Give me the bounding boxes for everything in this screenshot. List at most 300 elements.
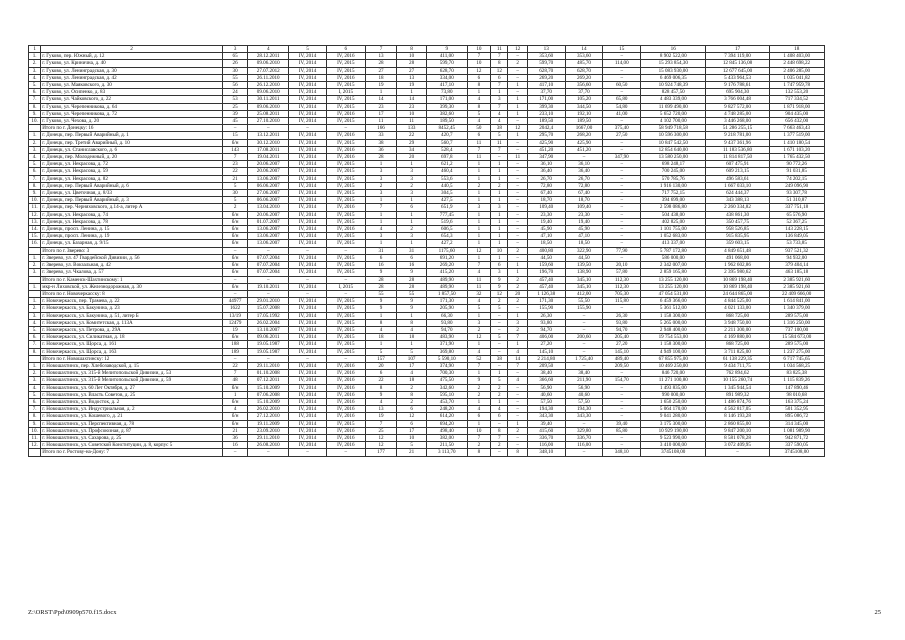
table-cell: 10.	[29, 118, 41, 125]
table-row	[29, 341, 881, 348]
table-cell: 9	[365, 391, 397, 398]
table-cell: 211,90	[565, 377, 603, 384]
table-cell: г. Донецк, пер. Третий Аварийный, д. 10	[41, 139, 223, 146]
table-cell: 47,10	[565, 233, 603, 240]
table-cell: 3	[491, 96, 508, 103]
table-cell: 138,90	[565, 269, 603, 276]
table-cell: 336,70	[565, 434, 603, 441]
table-cell: 3	[491, 204, 508, 211]
table-cell: 420,7	[426, 132, 467, 139]
table-cell: 1.	[29, 53, 41, 60]
table-cell: IV, 2016	[326, 413, 365, 420]
table-cell: г. Новошахтинск, ул. 60 Лет Октября, д. 27	[41, 384, 223, 391]
table-cell: IV, 2015	[326, 118, 365, 125]
table-cell: IV, 2015	[326, 420, 365, 427]
table-cell: 11 699 490,00	[641, 103, 706, 110]
table-cell: 8 146 193,28	[706, 413, 769, 420]
table-cell: 14	[397, 96, 427, 103]
table-cell: 1	[397, 312, 427, 319]
table-cell: 7	[222, 370, 248, 377]
table-cell: IV, 2015	[326, 269, 365, 276]
table-cell: 67 855 975,00	[641, 355, 706, 362]
table-cell: 295,70	[527, 132, 565, 139]
table-cell: 6	[491, 74, 508, 81]
table-row	[29, 298, 881, 305]
header-cell: 7	[365, 46, 397, 53]
table-cell: 26.08.2010	[248, 442, 289, 449]
table-cell: IV, 2016	[326, 427, 365, 434]
header-cell: 17	[706, 46, 769, 53]
table-cell: 1	[397, 218, 427, 225]
table-cell: 205,40	[603, 334, 641, 341]
table-cell: 116,00	[527, 442, 565, 449]
table-cell: 10.	[29, 197, 41, 204]
table-cell: 65	[222, 53, 248, 60]
table-cell: –	[508, 89, 527, 96]
table-cell: IV, 2016	[326, 226, 365, 233]
table-cell: IV, 2014	[289, 334, 327, 341]
table-cell: б/н	[222, 420, 248, 427]
registry-table-page	[28, 45, 881, 457]
table-cell: 57,80	[603, 269, 641, 276]
table-cell: г. Донецк, ул. Станиславского, д. 6	[41, 146, 223, 153]
table-cell: IV, 2014	[289, 384, 327, 391]
table-cell: 53	[222, 96, 248, 103]
table-cell: IV, 2014	[289, 269, 327, 276]
table-cell: 10 469 250,00	[641, 362, 706, 369]
table-cell: 528,4	[426, 146, 467, 153]
table-cell: 10 847 542,50	[641, 139, 706, 146]
table-cell: 4	[467, 269, 490, 276]
table-cell: 20	[365, 362, 397, 369]
table-cell: г. Новошахтинск, ул. 315-й Мелитопольской Дивизии, д. 59	[41, 377, 223, 384]
table-cell: 10 924 748,39	[641, 82, 706, 89]
table-cell: 3745108,00	[641, 449, 706, 456]
table-cell: 8 581 078,28	[706, 434, 769, 441]
table-cell: г. Новошахтинск, ул. Сахарова, д. 25	[41, 434, 223, 441]
spacer	[824, 413, 880, 420]
table-cell: –	[508, 226, 527, 233]
table-cell: IV, 2015	[326, 334, 365, 341]
table-cell: 9 437 361,96	[706, 139, 769, 146]
table-cell: 1.	[29, 254, 41, 261]
table-cell: 3 410 000,00	[641, 442, 706, 449]
spacer	[824, 96, 880, 103]
table-cell: 609 213,15	[706, 168, 769, 175]
table-row	[29, 384, 881, 391]
table-cell: 28	[365, 60, 397, 67]
table-cell: IV, 2015	[326, 262, 365, 269]
header-cell: 12	[508, 46, 527, 53]
table-cell: 09.06.2010	[248, 60, 289, 67]
table-row	[29, 398, 881, 405]
table-cell: 38,40	[527, 370, 565, 377]
table-cell: г. Новошахтинск, ул. 315-й Мелитопольской Дивизии, д. 53	[41, 370, 223, 377]
table-cell: г. Новочеркасск, пер. Трамева, д. 22	[41, 298, 223, 305]
table-cell: –	[603, 168, 641, 175]
table-cell: 11	[491, 139, 508, 146]
table-cell: 45,90	[565, 226, 603, 233]
table-cell: 19,40	[565, 218, 603, 225]
table-cell: 475,50	[426, 377, 467, 384]
table-cell: –	[326, 290, 365, 297]
table-cell: 2	[467, 391, 490, 398]
table-cell: 2 406 285,00	[769, 67, 824, 74]
table-cell: 6 469 006,35	[641, 74, 706, 81]
spacer	[824, 110, 880, 117]
spacer	[824, 391, 880, 398]
table-cell: г. Зверево, ул. 47 Гвардейской Дивизии, д. 56	[41, 254, 223, 261]
table-cell: б/н	[222, 226, 248, 233]
table-cell: 868 725,00	[706, 312, 769, 319]
table-row	[29, 82, 881, 89]
table-cell: 366,60	[527, 377, 565, 384]
table-cell: 74 202,15	[769, 175, 824, 182]
table-row	[29, 334, 881, 341]
header-cell: 16	[641, 46, 706, 53]
table-cell: 18,50	[565, 240, 603, 247]
table-cell: 417,10	[527, 82, 565, 89]
table-cell: IV, 2014	[289, 262, 327, 269]
table-cell: 85,80	[603, 427, 641, 434]
table-cell: 11	[467, 283, 490, 290]
subtotal-row	[29, 355, 881, 362]
table-cell: 628,70	[426, 67, 467, 74]
table-cell: –	[248, 449, 289, 456]
table-cell: 695 904,30	[706, 89, 769, 96]
table-cell: IV, 2014	[289, 434, 327, 441]
table-cell: 394 699,00	[641, 197, 706, 204]
table-cell: 7	[222, 154, 248, 161]
table-cell: –	[508, 218, 527, 225]
table-cell: 2.	[29, 262, 41, 269]
table-cell: 188	[222, 341, 248, 348]
table-cell: б/н	[222, 218, 248, 225]
table-cell: 453,70	[426, 398, 467, 405]
table-cell: 2	[467, 384, 490, 391]
table-cell: 56,90	[527, 384, 565, 391]
table-cell: г. Донецк, пер. Черняховского, д.14-а, литер А	[41, 204, 223, 211]
table-cell: 489,40	[603, 355, 641, 362]
table-cell: 2	[397, 182, 427, 189]
table-cell: 47 054 531,00	[641, 290, 706, 297]
table-cell: 22	[397, 132, 427, 139]
table-cell: 1 345 944,54	[706, 384, 769, 391]
table-cell: IV, 2015	[326, 326, 365, 333]
table-cell: 5	[365, 348, 397, 355]
table-cell: 12479	[222, 319, 248, 326]
table-cell: 20.06.2007	[248, 161, 289, 168]
table-cell: 1 081 989,90	[769, 427, 824, 434]
spacer	[824, 420, 880, 427]
table-cell: г. Донецк, просп. Ленина, д. 15	[41, 226, 223, 233]
table-cell: –	[326, 276, 365, 283]
table-cell: IV, 2014	[289, 341, 327, 348]
table-cell: 211,50	[426, 442, 467, 449]
table-cell: 27	[365, 67, 397, 74]
table-cell: IV, 2014	[289, 391, 327, 398]
spacer	[824, 218, 880, 225]
table-cell: 98 010,68	[769, 391, 824, 398]
table-cell: –	[603, 190, 641, 197]
table-cell	[29, 449, 41, 456]
table-cell: 700,30	[426, 370, 467, 377]
spacer	[824, 434, 880, 441]
table-cell: 10	[491, 247, 508, 254]
table-cell: 38	[491, 125, 508, 132]
table-cell: 1	[491, 190, 508, 197]
table-cell: 1 408 403,00	[769, 53, 824, 60]
table-cell: Итого по г. Новошахтинску: 12	[41, 355, 223, 362]
table-cell: 13.04.2010	[248, 204, 289, 211]
table-cell: 53 733,85	[769, 240, 824, 247]
table-cell: –	[326, 125, 365, 132]
table-cell: 200,60	[565, 334, 603, 341]
spacer	[824, 60, 880, 67]
table-cell: 347,90	[527, 154, 565, 161]
table-cell: 13	[365, 406, 397, 413]
table-cell: 16	[365, 262, 397, 269]
table-cell: г. Гуково, ул. Черепенникова, д. 64	[41, 103, 223, 110]
table-cell: 485,70	[565, 60, 603, 67]
table-cell: г. Донецк, ул. Некрасова, д. 74	[41, 211, 223, 218]
table-cell: 5	[491, 305, 508, 312]
table-cell: 26,30	[603, 312, 641, 319]
table-cell: I, 2015	[326, 283, 365, 290]
spacer	[824, 82, 880, 89]
table-cell: –	[491, 348, 508, 355]
table-cell: 4.	[29, 384, 41, 391]
table-cell: 20.06.2007	[248, 211, 289, 218]
spacer	[824, 103, 880, 110]
table-cell: 7	[467, 262, 490, 269]
table-cell: 607 475,91	[706, 161, 769, 168]
table-cell: 1	[467, 161, 490, 168]
table-cell: 27.06.2007	[248, 190, 289, 197]
table-cell: 1	[508, 96, 527, 103]
table-cell: 5	[491, 132, 508, 139]
table-cell: 4 169 880,00	[706, 334, 769, 341]
table-cell: 2 211 300,00	[706, 326, 769, 333]
table-cell: –	[603, 434, 641, 441]
spacer	[824, 298, 880, 305]
table-cell: 22	[222, 362, 248, 369]
spacer	[824, 67, 880, 74]
table-cell: –	[603, 398, 641, 405]
table-cell: 139,50	[565, 262, 603, 269]
table-cell: 4	[222, 406, 248, 413]
table-cell: 6	[491, 413, 508, 420]
table-cell: IV, 2016	[326, 398, 365, 405]
table-cell: 26,70	[527, 175, 565, 182]
table-cell: 1 857,50	[426, 290, 467, 297]
table-cell: 27,20	[527, 341, 565, 348]
spacer	[824, 132, 880, 139]
table-cell: IV, 2016	[326, 362, 365, 369]
table-cell: IV, 2016	[326, 442, 365, 449]
table-cell: –	[222, 125, 248, 132]
table-cell: 18,70	[527, 197, 565, 204]
table-cell: IV, 2016	[326, 154, 365, 161]
table-cell: 501 352,95	[769, 406, 824, 413]
table-cell: 2	[467, 326, 490, 333]
table-cell: 1	[467, 398, 490, 405]
table-cell: 11	[365, 118, 397, 125]
table-cell: 11	[467, 154, 490, 161]
table-cell: 29.11.2010	[248, 434, 289, 441]
table-cell: г. Гуково, ул. Осипенко, д. 83	[41, 89, 223, 96]
table-cell: 382,00	[426, 434, 467, 441]
table-cell: 371,90	[426, 341, 467, 348]
table-cell: 343 388,13	[706, 197, 769, 204]
table-cell: 12	[365, 442, 397, 449]
table-cell: 13.06.2007	[248, 240, 289, 247]
table-row	[29, 406, 881, 413]
table-cell: 382,60	[426, 110, 467, 117]
table-cell: 36,10	[527, 161, 565, 168]
spacer	[824, 204, 880, 211]
table-cell: –	[508, 442, 527, 449]
table-cell: 65,80	[603, 96, 641, 103]
table-cell: 56,90	[565, 384, 603, 391]
table-cell: 18	[397, 334, 427, 341]
table-cell: 343,30	[527, 413, 565, 420]
spacer	[824, 161, 880, 168]
table-cell: IV, 2016	[326, 146, 365, 153]
table-cell: г. Новошахтинск, ул. Кошевого, д. 21	[41, 413, 223, 420]
table-cell: 4	[397, 326, 427, 333]
table-cell: б/н	[222, 240, 248, 247]
table-cell: 1	[467, 312, 490, 319]
table-cell: 2	[397, 384, 427, 391]
table-cell: IV, 2014	[289, 132, 327, 139]
table-cell: 8	[397, 319, 427, 326]
table-cell: IV, 2015	[326, 211, 365, 218]
table-cell: 2 395 980,62	[706, 269, 769, 276]
table-cell: –	[248, 247, 289, 254]
table-cell: 12	[467, 67, 490, 74]
table-cell: 115,80	[603, 298, 641, 305]
table-cell: 248,20	[426, 406, 467, 413]
table-cell: 4	[467, 348, 490, 355]
table-cell: –	[603, 240, 641, 247]
table-cell: 9	[365, 305, 397, 312]
table-cell: 413 337,00	[641, 240, 706, 247]
table-cell: 10 929 190,00	[641, 427, 706, 434]
subtotal-row	[29, 290, 881, 297]
table-cell: IV, 2014	[289, 398, 327, 405]
table-cell: IV, 2015	[326, 197, 365, 204]
table-cell: –	[565, 341, 603, 348]
table-cell: –	[603, 254, 641, 261]
table-cell: г. Донецк, пер. Первый Аварийный, д. 1	[41, 132, 223, 139]
table-cell: 11	[467, 139, 490, 146]
spacer	[824, 240, 880, 247]
table-cell: 20,10	[603, 262, 641, 269]
table-cell: 159,60	[527, 262, 565, 269]
header-cell: 9	[426, 46, 467, 53]
table-cell: г. Новочеркасск, ул. Бакунина, д. 51, литер Б	[41, 312, 223, 319]
table-cell: 10	[467, 60, 490, 67]
table-cell: 94,70	[527, 326, 565, 333]
table-cell: 7	[491, 103, 508, 110]
table-cell: 23,30	[565, 211, 603, 218]
table-cell: 1 493 835,00	[641, 384, 706, 391]
subtotal-row	[29, 276, 881, 283]
table-cell: 93 307,78	[769, 190, 824, 197]
header-cell: 5	[289, 46, 327, 53]
table-cell: 1	[467, 175, 490, 182]
table-cell: IV, 2016	[326, 391, 365, 398]
table-cell: 5	[222, 182, 248, 189]
table-cell: IV, 2014	[289, 226, 327, 233]
table-cell: 8452,45	[426, 125, 467, 132]
table-cell: 353,60	[527, 53, 565, 60]
table-row	[29, 218, 881, 225]
table-cell: –	[508, 197, 527, 204]
table-cell: 915 835,95	[706, 233, 769, 240]
table-cell: –	[565, 362, 603, 369]
table-cell: 1 486 874,76	[706, 398, 769, 405]
table-cell: 7	[491, 146, 508, 153]
table-cell: 269,20	[527, 74, 565, 81]
table-cell: 504 438,00	[641, 211, 706, 218]
table-cell: 1 747 959,78	[769, 82, 824, 89]
page-footer	[28, 608, 881, 618]
table-cell: 5.	[29, 82, 41, 89]
table-cell: 67,40	[565, 190, 603, 197]
table-cell: 1	[491, 370, 508, 377]
table-cell: 1	[508, 312, 527, 319]
table-cell: 356,60	[565, 82, 603, 89]
table-cell: 694,20	[426, 420, 467, 427]
table-cell: 415,60	[527, 427, 565, 434]
header-cell: 18	[769, 46, 824, 53]
table-cell: 13 255 120,00	[641, 276, 706, 283]
header-cell: 6	[326, 46, 365, 53]
table-cell: 15.	[29, 233, 41, 240]
table-cell: IV, 2016	[326, 406, 365, 413]
table-row	[29, 197, 881, 204]
table-cell: 11 183 536,80	[706, 146, 769, 153]
subtotal-row	[29, 247, 881, 254]
table-cell: г. Новошахтинск, ул. Профсоюзная, д. 87	[41, 427, 223, 434]
table-cell: IV, 2016	[326, 74, 365, 81]
table-cell: 2	[508, 276, 527, 283]
table-cell: 1	[467, 254, 490, 261]
table-cell: –	[289, 125, 327, 132]
table-cell: 40,60	[565, 391, 603, 398]
table-cell: 427,2	[426, 240, 467, 247]
table-cell: 654,3	[426, 233, 467, 240]
table-cell: 8	[491, 60, 508, 67]
table-cell: –	[603, 406, 641, 413]
table-cell: б/н	[222, 398, 248, 405]
table-row	[29, 370, 881, 377]
table-cell: IV, 2014	[289, 319, 327, 326]
table-cell: 1	[397, 89, 427, 96]
table-row	[29, 182, 881, 189]
table-row	[29, 362, 881, 369]
table-cell: IV, 2014	[289, 60, 327, 67]
table-cell: 11.	[29, 204, 41, 211]
table-cell: 937 521,32	[769, 247, 824, 254]
table-cell: 496 583,61	[706, 175, 769, 182]
table-cell: IV, 2014	[289, 182, 327, 189]
table-cell: 21	[222, 175, 248, 182]
table-cell: 5 433 964,53	[706, 74, 769, 81]
header-cell: 13	[527, 46, 565, 53]
